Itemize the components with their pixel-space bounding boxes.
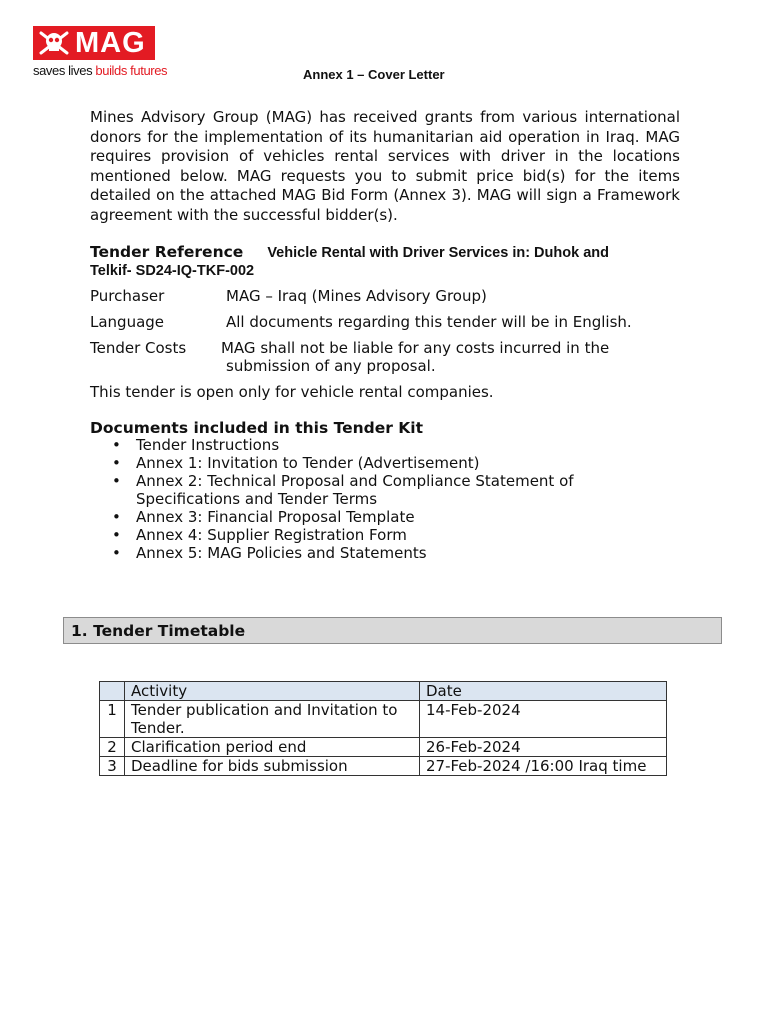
- row-no: 2: [100, 738, 125, 757]
- language-label: Language: [90, 313, 165, 331]
- logo-wordmark: MAG: [75, 27, 146, 59]
- list-item: • Annex 2: Technical Proposal and Compliance Statement of Specifications and Tender Terms: [90, 472, 610, 508]
- tender-reference-value: Vehicle Rental with Driver Services in: Duhok and: [267, 245, 609, 261]
- list-item: • Annex 1: Invitation to Tender (Advertisement): [90, 454, 610, 472]
- row-no: 1: [100, 701, 125, 738]
- list-item: • Annex 5: MAG Policies and Statements: [90, 544, 610, 562]
- purchaser-label: Purchaser: [90, 287, 165, 305]
- mag-logo: [33, 26, 168, 78]
- language-value: All documents regarding this tender will be in English.: [226, 313, 632, 331]
- header-date: Date: [420, 682, 667, 701]
- row-date: 27-Feb-2024 /16:00 Iraq time: [420, 757, 667, 776]
- table-row: [100, 757, 667, 776]
- table-header-row: [100, 682, 667, 701]
- tender-costs-value: MAG shall not be liable for any costs incurred in the: [220, 339, 610, 357]
- tender-reference-value-cont: Telkif- SD24-IQ-TKF-002: [90, 263, 255, 279]
- row-date: 14-Feb-2024: [420, 701, 667, 738]
- page-title: Annex 1 – Cover Letter: [303, 67, 445, 82]
- row-activity: Clarification period end: [125, 738, 420, 757]
- row-activity: Tender publication and Invitation to Tender.: [125, 701, 420, 738]
- tender-reference-label: Tender Reference: [90, 243, 244, 261]
- row-date: 26-Feb-2024: [420, 738, 667, 757]
- open-only-note: This tender is open only for vehicle rental companies.: [90, 383, 494, 401]
- row-activity: Deadline for bids submission: [125, 757, 420, 776]
- tagline-builds-futures: builds futures: [95, 63, 168, 78]
- section-heading-bar: [63, 617, 722, 644]
- row-no: 3: [100, 757, 125, 776]
- documents-heading: Documents included in this Tender Kit: [90, 419, 424, 437]
- header-activity: Activity: [125, 682, 420, 701]
- table-row: [100, 701, 667, 738]
- list-item: • Annex 3: Financial Proposal Template: [90, 508, 610, 526]
- header-no: [100, 682, 125, 701]
- table-row: [100, 738, 667, 757]
- logo-badge: [33, 26, 155, 60]
- intro-paragraph: Mines Advisory Group (MAG) has received grants from various international donors for the implementation of its humanitarian aid operation in Iraq. MAG requires provision of vehicles rental services with driver in the locations mentioned below. MAG requests you to submit price bid(s) for the items detailed on the attached MAG Bid Form (Annex 3). MAG will sign a Framework agreement with the successful bidder(s).: [90, 108, 680, 224]
- logo-tagline: [33, 63, 167, 78]
- tender-costs-value-cont: submission of any proposal.: [226, 357, 436, 375]
- tender-costs-label: Tender Costs: [90, 339, 187, 357]
- tender-reference-row: [90, 243, 609, 261]
- tagline-saves-lives: saves lives: [33, 63, 93, 78]
- timetable: [99, 681, 667, 776]
- tender-costs-row: [90, 339, 609, 357]
- list-item: • Tender Instructions: [90, 436, 610, 454]
- skull-crossbones-icon: [37, 29, 71, 57]
- section-title: 1. Tender Timetable: [71, 622, 246, 640]
- purchaser-value: MAG – Iraq (Mines Advisory Group): [226, 287, 487, 305]
- list-item: • Annex 4: Supplier Registration Form: [90, 526, 610, 544]
- documents-list: [90, 436, 610, 562]
